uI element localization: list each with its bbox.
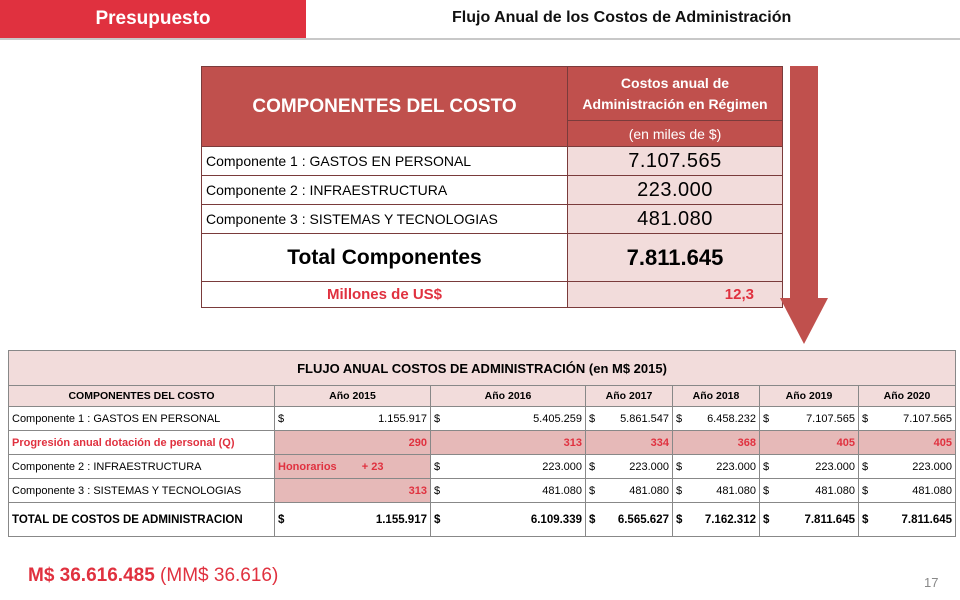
table-cell — [431, 455, 586, 479]
table-cell — [859, 407, 956, 431]
table-cell — [586, 407, 673, 431]
cell-value: 7.107.565 — [806, 412, 855, 425]
row-label: Componente 1 : GASTOS EN PERSONAL — [9, 407, 275, 431]
table-row — [9, 407, 956, 431]
page-number: 17 — [924, 575, 939, 590]
currency-symbol: $ — [676, 513, 683, 526]
cell-value: 481.080 — [815, 484, 855, 497]
table-cell — [859, 503, 956, 537]
table-cell — [586, 503, 673, 537]
section-tag: Presupuesto — [0, 0, 306, 38]
flow-table-title: FLUJO ANUAL COSTOS DE ADMINISTRACIÓN (en M$ 2015) — [9, 351, 956, 386]
honorarios-label: Honorarios — [278, 460, 337, 473]
cell-value: 1.155.917 — [378, 412, 427, 425]
annual-cost-header — [568, 67, 783, 121]
total-components-value: 7.811.645 — [568, 234, 783, 282]
cell-value: 7.107.565 — [903, 412, 953, 425]
currency-symbol: $ — [862, 484, 869, 497]
table-cell — [760, 479, 859, 503]
table-cell — [760, 455, 859, 479]
component-1-label: Componente 1 : GASTOS EN PERSONAL — [202, 147, 568, 176]
honorarios-cell — [275, 455, 431, 479]
col-header-2018: Año 2018 — [673, 386, 760, 407]
col-header-2015: Año 2015 — [275, 386, 431, 407]
down-arrow-icon — [780, 66, 828, 344]
row-label: Componente 2 : INFRAESTRUCTURA — [9, 455, 275, 479]
total-amount — [28, 565, 278, 587]
currency-symbol: $ — [862, 513, 869, 526]
honorarios-value: + 23 — [361, 460, 384, 473]
col-header-2020: Año 2020 — [859, 386, 956, 407]
currency-symbol: $ — [434, 513, 441, 526]
cell-value: 7.811.645 — [804, 513, 855, 526]
cell-value: 5.861.547 — [620, 412, 669, 425]
currency-symbol: $ — [862, 460, 869, 473]
currency-symbol: $ — [434, 484, 441, 497]
annual-cost-header-line2: Administración en Régimen — [582, 95, 768, 112]
table-cell — [431, 407, 586, 431]
table-cell: 290 — [275, 431, 431, 455]
cell-value: 223.000 — [716, 460, 756, 473]
table-cell — [673, 455, 760, 479]
table-cell: 313 — [275, 479, 431, 503]
cell-value: 481.080 — [912, 484, 953, 497]
row-label: Componente 3 : SISTEMAS Y TECNOLOGIAS — [9, 479, 275, 503]
usd-value: 12,3 — [568, 282, 783, 308]
total-amount-paren: (MM$ 36.616) — [160, 565, 279, 586]
currency-symbol: $ — [434, 412, 441, 425]
cell-value: 7.162.312 — [704, 513, 756, 526]
table-row — [9, 431, 956, 455]
currency-symbol: $ — [676, 484, 683, 497]
col-header-2017: Año 2017 — [586, 386, 673, 407]
table-cell: 368 — [673, 431, 760, 455]
table-cell — [673, 407, 760, 431]
currency-symbol: $ — [862, 412, 869, 425]
table-cell: 313 — [431, 431, 586, 455]
cell-value: 481.080 — [716, 484, 756, 497]
currency-symbol: $ — [763, 484, 770, 497]
table-cell — [586, 455, 673, 479]
currency-symbol: $ — [763, 513, 770, 526]
currency-symbol: $ — [589, 484, 596, 497]
table-cell — [431, 479, 586, 503]
annual-flow-table — [8, 350, 956, 537]
cell-value: 7.811.645 — [901, 513, 953, 526]
component-1-value: 7.107.565 — [568, 147, 783, 176]
currency-symbol: $ — [278, 513, 285, 526]
currency-symbol: $ — [589, 460, 596, 473]
table-cell: 405 — [859, 431, 956, 455]
col-header-2016: Año 2016 — [431, 386, 586, 407]
currency-symbol: $ — [763, 412, 770, 425]
table-cell: 334 — [586, 431, 673, 455]
total-components-label: Total Componentes — [202, 234, 568, 282]
cell-value: 6.458.232 — [707, 412, 756, 425]
currency-symbol: $ — [278, 412, 285, 425]
component-3-value: 481.080 — [568, 205, 783, 234]
table-cell — [275, 407, 431, 431]
cell-value: 6.565.627 — [617, 513, 669, 526]
usd-label: Millones de US$ — [202, 282, 568, 308]
component-2-label: Componente 2 : INFRAESTRUCTURA — [202, 176, 568, 205]
cell-value: 481.080 — [629, 484, 669, 497]
table-cell — [760, 503, 859, 537]
table-cell — [431, 503, 586, 537]
unit-label: (en miles de $) — [568, 121, 783, 147]
currency-symbol: $ — [589, 513, 596, 526]
annual-cost-header-line1: Costos anual de — [620, 74, 730, 91]
cell-value: 1.155.917 — [375, 513, 427, 526]
components-header: COMPONENTES DEL COSTO — [202, 67, 568, 147]
cell-value: 5.405.259 — [533, 412, 582, 425]
header-divider — [0, 38, 960, 40]
col-header-2019: Año 2019 — [760, 386, 859, 407]
total-amount-main: M$ 36.616.485 — [28, 565, 155, 586]
currency-symbol: $ — [589, 412, 596, 425]
currency-symbol: $ — [676, 460, 683, 473]
table-cell — [859, 479, 956, 503]
currency-symbol: $ — [763, 460, 770, 473]
total-label: TOTAL DE COSTOS DE ADMINISTRACION — [9, 503, 275, 537]
component-2-value: 223.000 — [568, 176, 783, 205]
cell-value: 223.000 — [542, 460, 582, 473]
cell-value: 223.000 — [912, 460, 953, 473]
table-cell: 405 — [760, 431, 859, 455]
table-cell — [275, 503, 431, 537]
col-header-components: COMPONENTES DEL COSTO — [9, 386, 275, 407]
currency-symbol: $ — [676, 412, 683, 425]
table-cell — [760, 407, 859, 431]
table-row — [9, 455, 956, 479]
table-cell — [859, 455, 956, 479]
cell-value: 481.080 — [542, 484, 582, 497]
cell-value: 223.000 — [629, 460, 669, 473]
component-3-label: Componente 3 : SISTEMAS Y TECNOLOGIAS — [202, 205, 568, 234]
table-cell — [673, 479, 760, 503]
page-title: Flujo Anual de los Costos de Administración — [452, 9, 792, 26]
table-row — [9, 479, 956, 503]
cell-value: 6.109.339 — [530, 513, 582, 526]
row-label: Progresión anual dotación de personal (Q) — [9, 431, 275, 455]
table-cell — [673, 503, 760, 537]
currency-symbol: $ — [434, 460, 441, 473]
cell-value: 223.000 — [815, 460, 855, 473]
cost-summary-table — [201, 66, 783, 308]
total-row — [9, 503, 956, 537]
table-cell — [586, 479, 673, 503]
